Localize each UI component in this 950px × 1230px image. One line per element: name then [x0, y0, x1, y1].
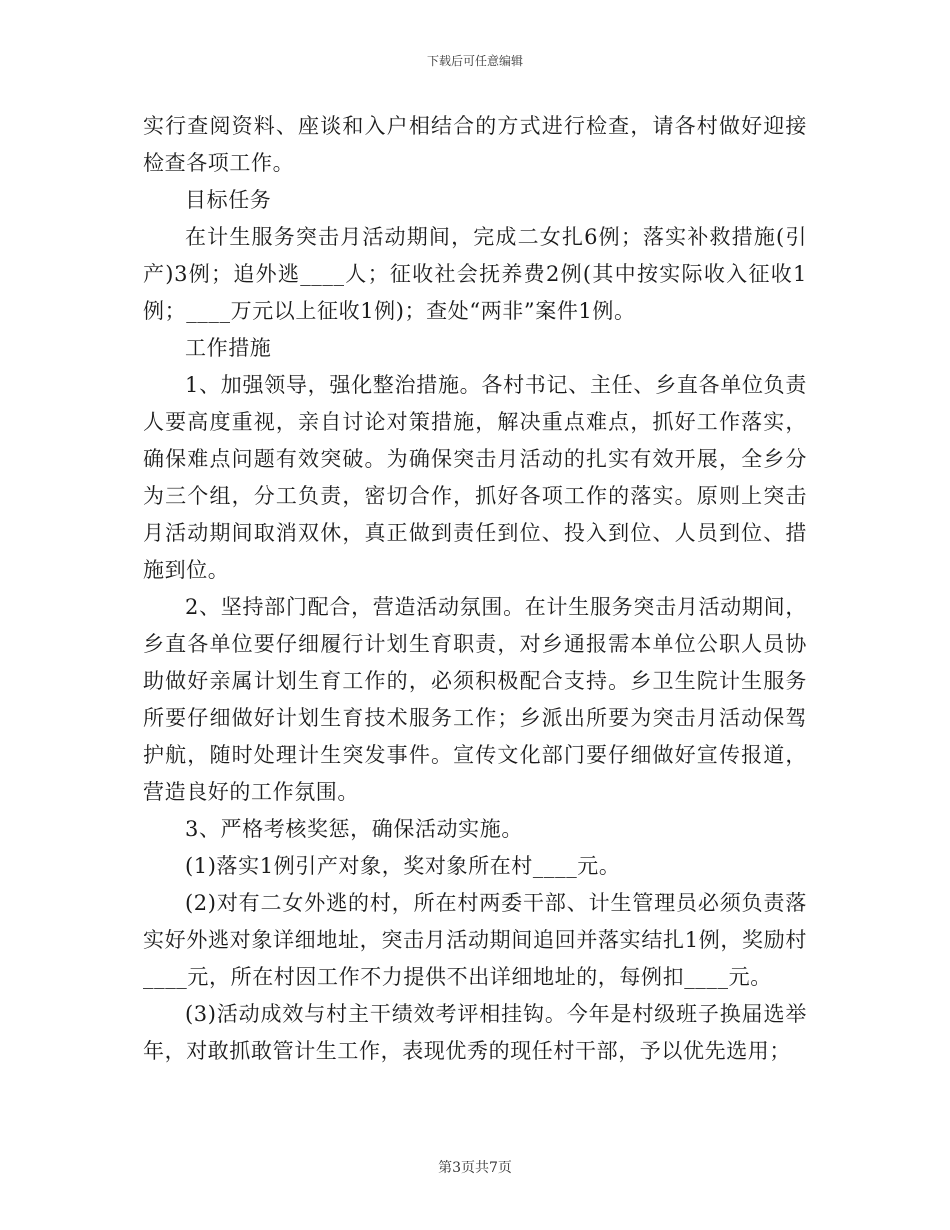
- page-header: 下载后可任意编辑: [426, 54, 523, 68]
- paragraph-intro: 实行查阅资料、座谈和入户相结合的方式进行检查，请各村做好迎接检查各项工作。: [143, 114, 807, 175]
- heading-measures: 工作措施: [185, 336, 272, 360]
- paragraph-measure-2: 2、坚持部门配合，营造活动氛围。在计生服务突击月活动期间，乡直各单位要仔细履行计划生育职责，对乡通报需本单位公职人员协助做好亲属计划生育工作的，必须积极配合支持。乡卫生院计生服务所要仔细做好计划生育技术服务工作；乡派出所要为突击月活动保驾护航，随时处理计生突发事件。宣传文化部门要仔细做好宣传报道，营造良好的工作氛围。: [143, 595, 807, 804]
- page-footer: 第3页共7页: [438, 1160, 512, 1176]
- heading-goals: 目标任务: [185, 188, 272, 212]
- document-body: [143, 108, 807, 1070]
- paragraph-measure-1: 1、加强领导，强化整治措施。各村书记、主任、乡直各单位负责人要高度重视，亲自讨论对策措施，解决重点难点，抓好工作落实，确保难点问题有效突破。为确保突击月活动的扎实有效开展，全乡分为三个组，分工负责，密切合作，抓好各项工作的落实。原则上突击月活动期间取消双休，真正做到责任到位、投入到位、人员到位、措施到位。: [143, 373, 807, 582]
- paragraph-goals: 在计生服务突击月活动期间，完成二女扎6例；落实补救措施(引产)3例；追外逃____人；征收社会抚养费2例(其中按实际收入征收1例；____万元以上征收1例)；查处“两非”案件1例。: [143, 225, 807, 323]
- paragraph-item-1: (1)落实1例引产对象，奖对象所在村____元。: [185, 854, 621, 878]
- paragraph-item-3: (3)活动成效与村主干绩效考评相挂钩。今年是村级班子换届选举年，对敢抓敢管计生工作，表现优秀的现任村干部，予以优先选用；: [143, 1002, 807, 1063]
- paragraph-measure-3: 3、严格考核奖惩，确保活动实施。: [185, 817, 523, 841]
- paragraph-item-2: (2)对有二女外逃的村，所在村两委干部、计生管理员必须负责落实好外逃对象详细地址，突击月活动期间追回并落实结扎1例，奖励村____元，所在村因工作不力提供不出详细地址的，每例扣____元。: [143, 891, 807, 989]
